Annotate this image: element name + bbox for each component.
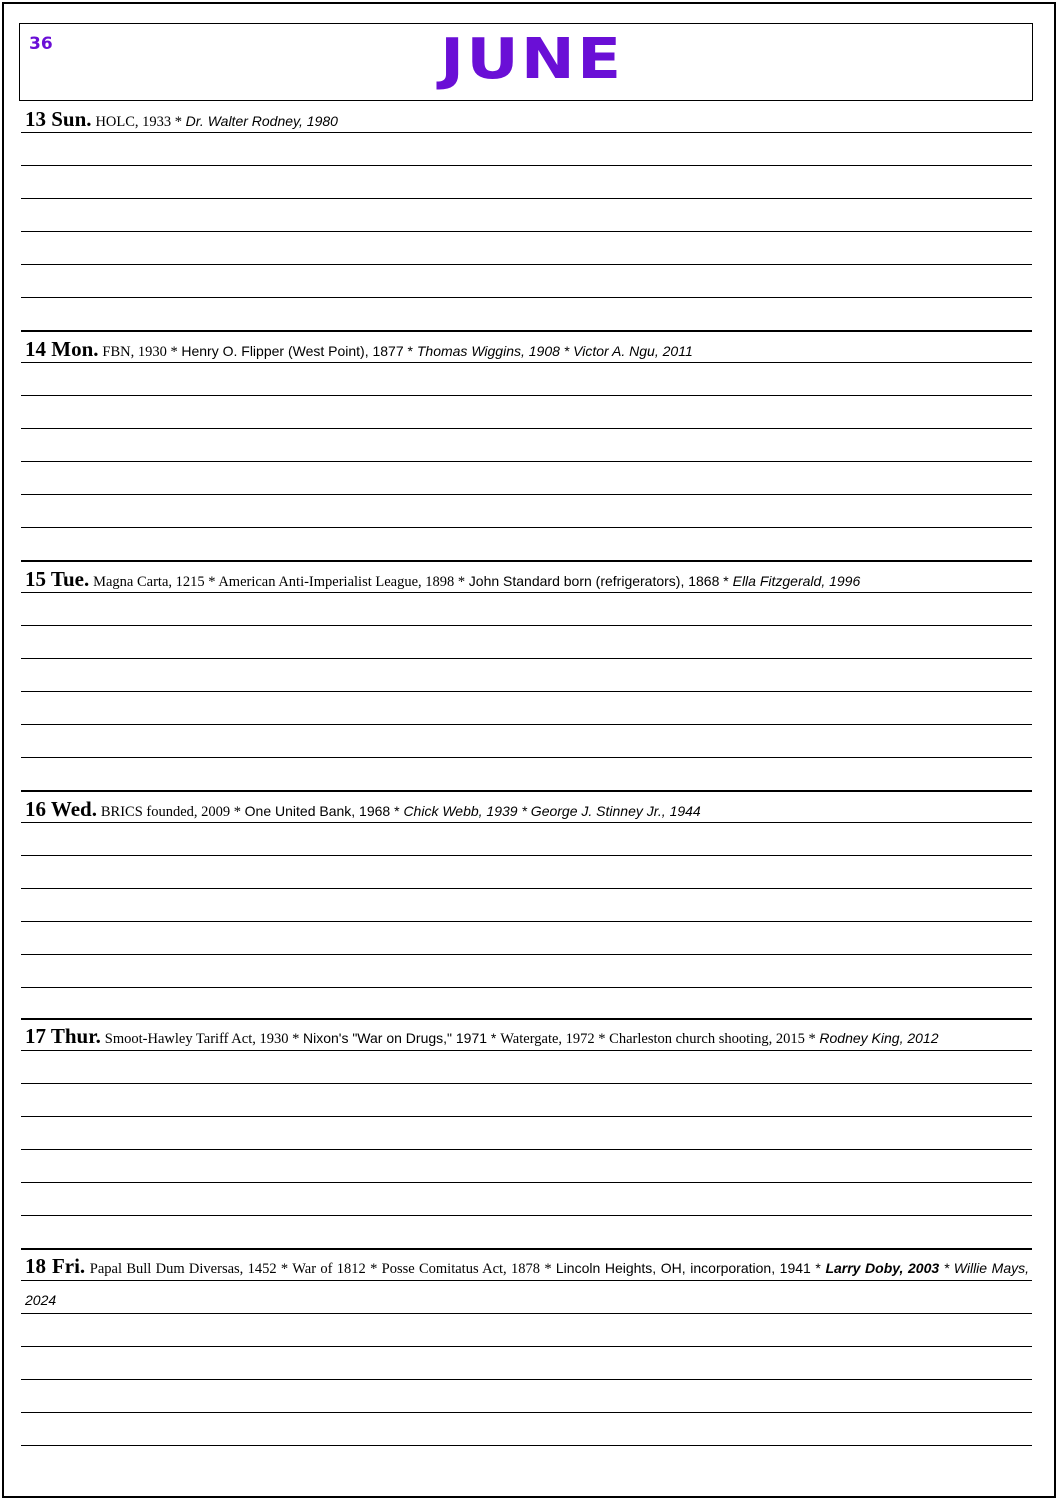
writing-line [21,987,1032,988]
day-separator [21,790,1032,792]
writing-line [21,724,1032,725]
writing-line [21,362,1032,363]
writing-line [21,1280,1032,1281]
writing-line [21,428,1032,429]
event-text: Thomas Wiggins, 1908 * Victor A. Ngu, 2011 [416,343,693,359]
day-entry [25,793,1029,829]
writing-line [21,231,1032,232]
day-label: 14 Mon. [25,337,99,361]
writing-line [21,1445,1032,1446]
writing-line [21,1412,1032,1413]
page-number: 36 [29,34,53,54]
day-separator [21,1248,1032,1250]
writing-line [21,921,1032,922]
writing-line [21,822,1032,823]
day-label: 18 Fri. [25,1254,86,1278]
event-text: Smoot-Hawley Tariff Act, 1930 * [104,1031,303,1047]
writing-line [21,1149,1032,1150]
month-title: JUNE [440,27,624,92]
event-text: John Standard born (refrigerators), 1868 * [468,573,733,589]
writing-line [21,691,1032,692]
day-label: 13 Sun. [25,107,92,131]
event-text: Watergate, 1972 * Charleston church shooting, 2015 * [500,1031,820,1047]
writing-line [21,461,1032,462]
writing-line [21,1050,1032,1051]
event-text: BRICS founded, 2009 * [100,804,245,820]
event-text: Nixon's "War on Drugs," 1971 * [302,1030,501,1046]
writing-line [21,888,1032,889]
writing-line [21,757,1032,758]
writing-line [21,1215,1032,1216]
event-text: Henry O. Flipper (West Point), 1877 * [181,343,417,359]
writing-line [21,625,1032,626]
event-text: Magna Carta, 1215 * American Anti-Imperialist League, 1898 * [93,574,469,590]
event-text: FBN, 1930 * [102,344,182,360]
day-separator [21,1018,1032,1020]
day-separator [21,560,1032,562]
writing-line [21,1346,1032,1347]
day-entry [25,333,1029,369]
writing-line [21,198,1032,199]
day-entry [25,563,1029,599]
writing-line [21,1116,1032,1117]
writing-line [21,297,1032,298]
event-text: Chick Webb, 1939 * George J. Stinney Jr., 1944 [403,803,701,819]
writing-line [21,855,1032,856]
event-text: One United Bank, 1968 * [244,803,404,819]
writing-line [21,658,1032,659]
event-text: Ella Fitzgerald, 1996 [732,573,861,589]
writing-line [21,954,1032,955]
event-text: Dr. Walter Rodney, 1980 [185,113,338,129]
event-text: Larry Doby, 2003 [825,1260,940,1276]
event-text: HOLC, 1933 * [95,114,186,130]
day-entry [25,103,1029,139]
writing-line [21,395,1032,396]
event-text: Rodney King, 2012 [819,1030,939,1046]
writing-line [21,1182,1032,1183]
writing-line [21,592,1032,593]
day-label: 17 Thur. [25,1024,101,1048]
day-label: 15 Tue. [25,567,90,591]
day-entry [25,1251,1029,1316]
writing-line [21,1313,1032,1314]
event-text: Lincoln Heights, OH, incorporation, 1941 * [555,1260,826,1276]
writing-line [21,527,1032,528]
writing-line [21,132,1032,133]
day-separator [21,330,1032,332]
day-label: 16 Wed. [25,797,97,821]
event-text: Papal Bull Dum Diversas, 1452 * War of 1812 * Posse Comitatus Act, 1878 * [89,1261,556,1277]
writing-line [21,1083,1032,1084]
writing-line [21,494,1032,495]
writing-line [21,264,1032,265]
writing-line [21,1379,1032,1380]
writing-line [21,165,1032,166]
event-text: * Willie Mays, 2024 [25,1260,1029,1308]
